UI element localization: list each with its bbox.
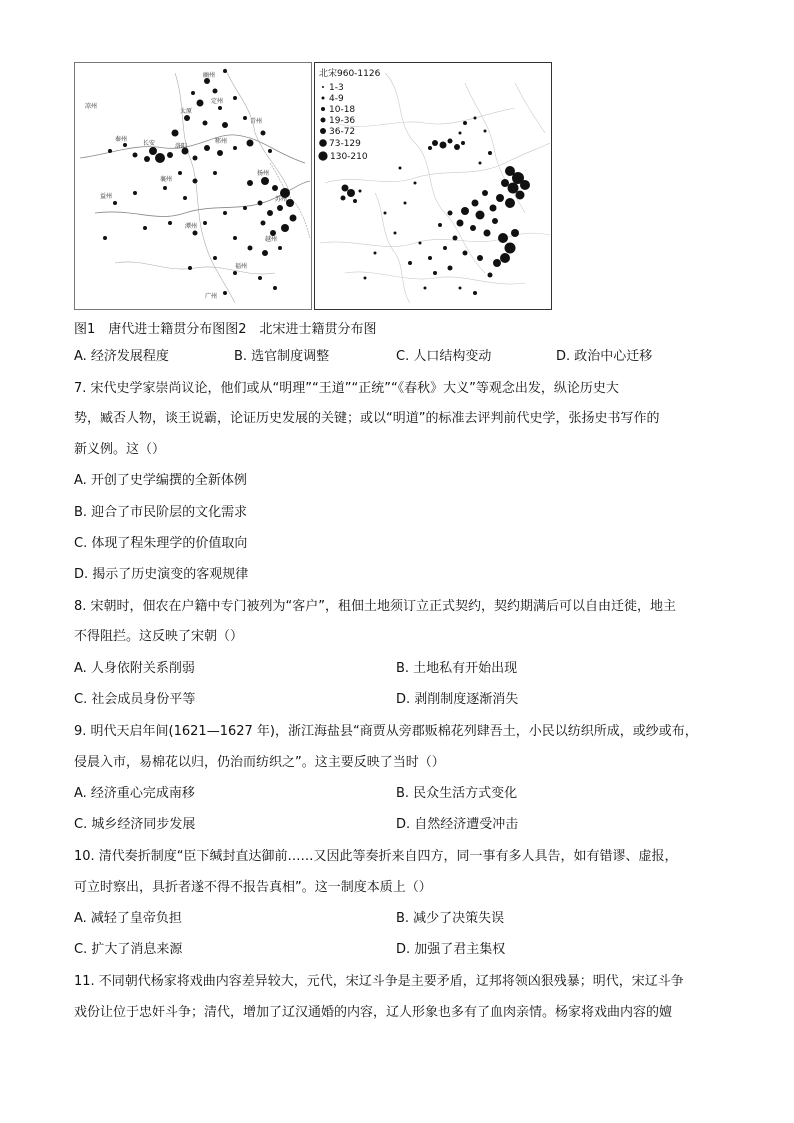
legend-entry: 1-3 xyxy=(329,83,344,93)
q11-stem-line: 11. 不同朝代杨家将戏曲内容差异较大，元代，宋辽斗争是主要矛盾，辽邦将领凶狠残暴；明代，宋辽斗争 xyxy=(74,974,684,989)
legend-entry: 36-72 xyxy=(329,127,356,137)
svg-text:幽州: 幽州 xyxy=(203,72,216,79)
legend-entry: 10-18 xyxy=(329,105,356,115)
figure-caption: 图1 唐代进士籍贯分布图图2 北宋进士籍贯分布图 xyxy=(74,322,377,337)
q9-option-a: A. 经济重心完成南移 xyxy=(74,786,195,801)
q9-option-c: C. 城乡经济同步发展 xyxy=(74,817,196,832)
q7-option-d: D. 揭示了历史演变的客观规律 xyxy=(74,567,249,582)
tang-map-svg xyxy=(75,63,311,309)
q8-option-d: D. 剥削制度逐渐消失 xyxy=(396,692,519,707)
svg-text:秦州: 秦州 xyxy=(115,136,128,143)
q10-stem-line: 10. 清代奏折制度“臣下缄封直达御前……又因此等奏折来自四方，同一事有多人具告，如有错谬、虚报， xyxy=(74,849,678,864)
song-map-legend xyxy=(318,67,380,162)
q7-stem-line: 新义例。这（） xyxy=(74,442,166,457)
q7-stem-line: 7. 宋代史学家崇尚议论，他们或从“明理”“王道”“正统”“《春秋》大义”等观念出发，纵论历史大 xyxy=(74,381,619,396)
q8-option-a: A. 人身依附关系削弱 xyxy=(74,661,195,676)
q10-option-c: C. 扩大了消息来源 xyxy=(74,942,183,957)
q9-stem-line: 9. 明代天启年间(1621—1627 年)，浙江海盐县“商贾从旁郡贩棉花列肆吾土，小民以纺织所成，或纱或布， xyxy=(74,724,698,739)
q6-option-d: D. 政治中心迁移 xyxy=(556,349,653,364)
song-map-svg xyxy=(315,63,551,309)
q8-option-b: B. 土地私有开始出现 xyxy=(396,661,518,676)
legend-title: 北宋960-1126 xyxy=(319,69,381,79)
svg-text:潭州: 潭州 xyxy=(185,223,198,230)
q7-stem-line: 势，臧否人物，谈王说霸，论证历史发展的关键；或以“明道”的标准去评判前代史学，张扬史书写作的 xyxy=(74,411,660,426)
svg-text:苏州: 苏州 xyxy=(275,196,288,203)
q10-option-b: B. 减少了决策失误 xyxy=(396,911,505,926)
legend-entry: 19-36 xyxy=(329,116,356,126)
q7-option-b: B. 迎合了市民阶层的文化需求 xyxy=(74,505,248,520)
svg-text:定州: 定州 xyxy=(211,98,224,105)
q6-option-a: A. 经济发展程度 xyxy=(74,349,169,364)
q10-option-a: A. 减轻了皇帝负担 xyxy=(74,911,182,926)
q9-option-d: D. 自然经济遭受冲击 xyxy=(396,817,519,832)
q6-option-c: C. 人口结构变动 xyxy=(396,349,492,364)
svg-text:襄州: 襄州 xyxy=(160,176,173,183)
figure-maps xyxy=(74,62,552,308)
q10-option-d: D. 加强了君主集权 xyxy=(396,942,506,957)
legend-entry: 130-210 xyxy=(330,152,368,162)
svg-text:洛阳: 洛阳 xyxy=(175,143,188,150)
q8-stem-line: 不得阻拦。这反映了宋朝（） xyxy=(74,629,244,644)
legend-entry: 4-9 xyxy=(329,94,344,104)
svg-text:扬州: 扬州 xyxy=(257,170,270,177)
q6-option-b: B. 选官制度调整 xyxy=(234,349,330,364)
q8-stem-line: 8. 宋朝时，佃农在户籍中专门被列为“客户”，租佃土地须订立正式契约，契约期满后可以自由迁徙，地主 xyxy=(74,599,677,614)
tang-map-dots xyxy=(103,69,297,295)
svg-text:凉州: 凉州 xyxy=(85,103,98,110)
q11-stem-line: 戏份让位于忠奸斗争；清代，增加了辽汉通婚的内容，辽人形象也多有了血肉亲情。杨家将戏曲内容的嬗 xyxy=(74,1005,673,1020)
q8-option-c: C. 社会成员身份平等 xyxy=(74,692,196,707)
q7-option-c: C. 体现了程朱理学的价值取向 xyxy=(74,536,248,551)
svg-text:青州: 青州 xyxy=(250,118,263,125)
svg-text:郓州: 郓州 xyxy=(215,138,228,145)
song-jinshi-map xyxy=(314,62,552,310)
svg-text:长安: 长安 xyxy=(143,140,156,147)
svg-text:广州: 广州 xyxy=(205,293,218,300)
song-map-dots xyxy=(341,117,531,296)
q9-stem-line: 侵晨入市，易棉花以归，仍治而纺织之”。这主要反映了当时（） xyxy=(74,755,445,770)
q9-option-b: B. 民众生活方式变化 xyxy=(396,786,518,801)
q10-stem-line: 可立时察出，具折者遂不得不报告真相”。这一制度本质上（） xyxy=(74,880,432,895)
legend-entry: 73-129 xyxy=(329,139,361,149)
svg-text:越州: 越州 xyxy=(265,236,278,243)
svg-text:益州: 益州 xyxy=(100,193,113,200)
svg-text:福州: 福州 xyxy=(235,263,248,270)
tang-jinshi-map xyxy=(74,62,312,310)
svg-text:太原: 太原 xyxy=(180,108,193,115)
q7-option-a: A. 开创了史学编撰的全新体例 xyxy=(74,473,247,488)
